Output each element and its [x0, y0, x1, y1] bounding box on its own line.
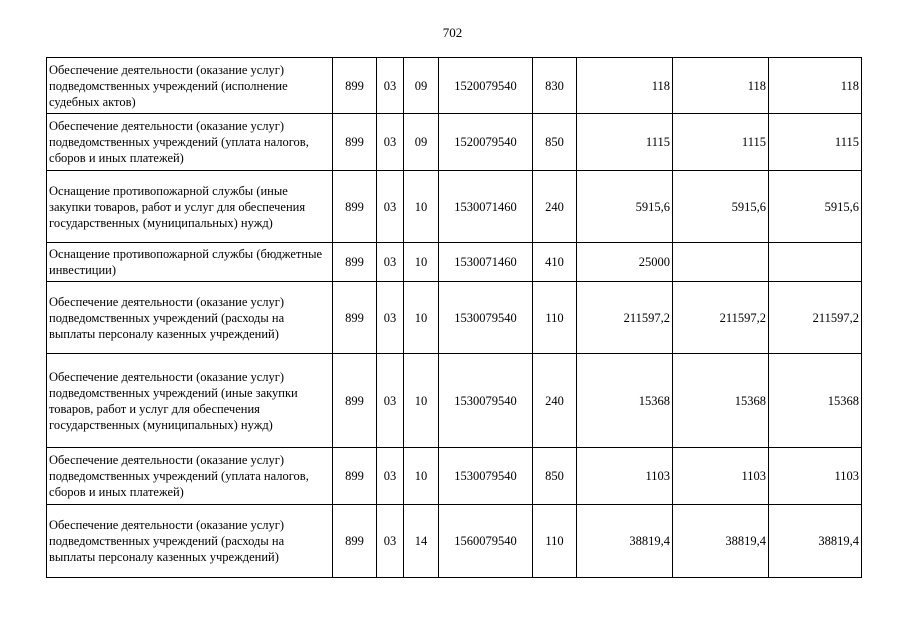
amount-cell-1: 211597,2	[577, 282, 673, 354]
target-article-cell: 1530071460	[439, 171, 533, 243]
table-row	[47, 171, 862, 243]
section-cell: 03	[377, 58, 404, 114]
amount-cell-1: 38819,4	[577, 505, 673, 578]
subsection-cell: 10	[404, 171, 439, 243]
subsection-cell: 10	[404, 354, 439, 448]
target-article-cell: 1520079540	[439, 114, 533, 171]
admin-code-cell: 899	[333, 282, 377, 354]
amount-cell-2: 15368	[673, 354, 769, 448]
section-cell: 03	[377, 505, 404, 578]
row-name-cell: Обеспечение деятельности (оказание услуг) подведомственных учреждений (расходы на выплаты персоналу казенных учреждений)	[47, 505, 333, 578]
section-cell: 03	[377, 243, 404, 282]
amount-cell-3: 118	[769, 58, 862, 114]
table-row	[47, 58, 862, 114]
row-name-cell: Обеспечение деятельности (оказание услуг) подведомственных учреждений (уплата налогов, сборов и иных платежей)	[47, 448, 333, 505]
amount-cell-1: 15368	[577, 354, 673, 448]
amount-cell-2	[673, 243, 769, 282]
admin-code-cell: 899	[333, 505, 377, 578]
amount-cell-2: 118	[673, 58, 769, 114]
target-article-cell: 1530071460	[439, 243, 533, 282]
subsection-cell: 10	[404, 448, 439, 505]
page-number: 702	[442, 25, 463, 40]
amount-cell-3: 211597,2	[769, 282, 862, 354]
amount-cell-3: 15368	[769, 354, 862, 448]
row-name-cell: Обеспечение деятельности (оказание услуг) подведомственных учреждений (расходы на выплаты персоналу казенных учреждений)	[47, 282, 333, 354]
subsection-cell: 09	[404, 114, 439, 171]
expense-type-cell: 110	[533, 505, 577, 578]
amount-cell-2: 5915,6	[673, 171, 769, 243]
amount-cell-2: 211597,2	[673, 282, 769, 354]
amount-cell-1: 1103	[577, 448, 673, 505]
row-name-cell: Оснащение противопожарной службы (иные закупки товаров, работ и услуг для обеспечения государственных (муниципальных) нужд)	[47, 171, 333, 243]
amount-cell-3: 38819,4	[769, 505, 862, 578]
subsection-cell: 10	[404, 243, 439, 282]
expense-type-cell: 850	[533, 114, 577, 171]
amount-cell-3	[769, 243, 862, 282]
table-row	[47, 243, 862, 282]
expense-type-cell: 240	[533, 171, 577, 243]
section-cell: 03	[377, 171, 404, 243]
expense-type-cell: 850	[533, 448, 577, 505]
amount-cell-1: 118	[577, 58, 673, 114]
budget-table	[46, 57, 862, 578]
table-row	[47, 354, 862, 448]
section-cell: 03	[377, 114, 404, 171]
row-name-cell: Оснащение противопожарной службы (бюджетные инвестиции)	[47, 243, 333, 282]
admin-code-cell: 899	[333, 114, 377, 171]
section-cell: 03	[377, 448, 404, 505]
table-row	[47, 505, 862, 578]
amount-cell-1: 1115	[577, 114, 673, 171]
amount-cell-2: 1115	[673, 114, 769, 171]
amount-cell-3: 1103	[769, 448, 862, 505]
expense-type-cell: 110	[533, 282, 577, 354]
table-row	[47, 282, 862, 354]
expense-type-cell: 830	[533, 58, 577, 114]
subsection-cell: 10	[404, 282, 439, 354]
admin-code-cell: 899	[333, 354, 377, 448]
admin-code-cell: 899	[333, 171, 377, 243]
table-row	[47, 448, 862, 505]
expense-type-cell: 240	[533, 354, 577, 448]
amount-cell-2: 1103	[673, 448, 769, 505]
expense-type-cell: 410	[533, 243, 577, 282]
row-name-cell: Обеспечение деятельности (оказание услуг) подведомственных учреждений (исполнение судебных актов)	[47, 58, 333, 114]
target-article-cell: 1520079540	[439, 58, 533, 114]
admin-code-cell: 899	[333, 58, 377, 114]
amount-cell-3: 1115	[769, 114, 862, 171]
amount-cell-1: 25000	[577, 243, 673, 282]
admin-code-cell: 899	[333, 243, 377, 282]
row-name-cell: Обеспечение деятельности (оказание услуг) подведомственных учреждений (иные закупки товаров, работ и услуг для обеспечения государственных (муниципальных) нужд)	[47, 354, 333, 448]
amount-cell-3: 5915,6	[769, 171, 862, 243]
admin-code-cell: 899	[333, 448, 377, 505]
subsection-cell: 14	[404, 505, 439, 578]
section-cell: 03	[377, 354, 404, 448]
row-name-cell: Обеспечение деятельности (оказание услуг) подведомственных учреждений (уплата налогов, сборов и иных платежей)	[47, 114, 333, 171]
table-row	[47, 114, 862, 171]
amount-cell-2: 38819,4	[673, 505, 769, 578]
subsection-cell: 09	[404, 58, 439, 114]
section-cell: 03	[377, 282, 404, 354]
target-article-cell: 1530079540	[439, 282, 533, 354]
target-article-cell: 1530079540	[439, 448, 533, 505]
target-article-cell: 1560079540	[439, 505, 533, 578]
target-article-cell: 1530079540	[439, 354, 533, 448]
amount-cell-1: 5915,6	[577, 171, 673, 243]
